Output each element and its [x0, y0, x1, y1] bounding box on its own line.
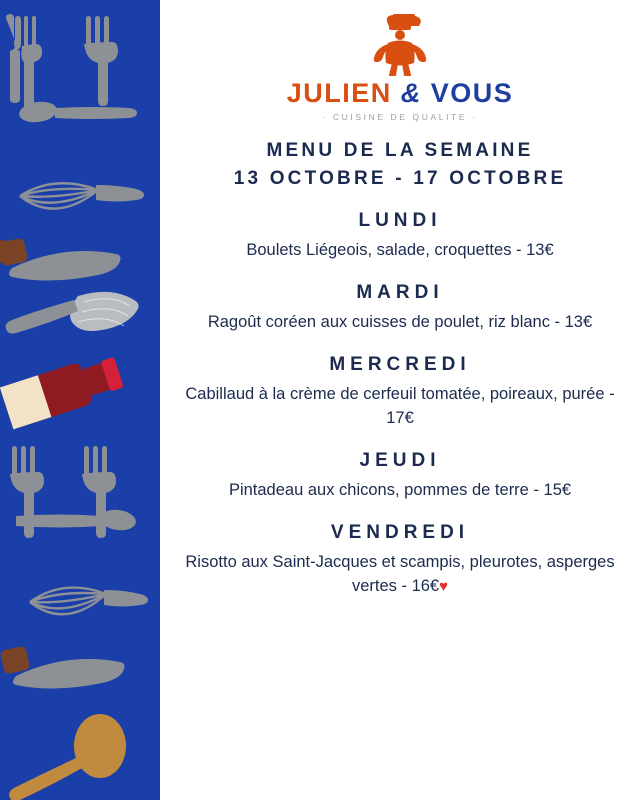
- menu-content: [160, 0, 640, 800]
- day-name: MERCREDI: [329, 353, 471, 375]
- day-description: [160, 551, 640, 599]
- menu-day: [160, 282, 640, 335]
- brand-ampersand: &: [400, 78, 422, 108]
- day-description: [160, 383, 640, 431]
- menu-days-list: [160, 210, 640, 598]
- brand-tagline: · CUISINE DE QUALITE ·: [322, 112, 478, 122]
- day-dish-text: Cabillaud à la crème de cerfeuil tomatée, poireaux, purée - 17€: [185, 384, 615, 427]
- brand-name-first: JULIEN: [286, 78, 392, 108]
- utensil-illustrations: [0, 0, 160, 800]
- menu-header: [160, 140, 640, 190]
- day-dish-text: Risotto aux Saint-Jacques et scampis, pleurotes, asperges vertes - 16€: [185, 552, 615, 595]
- day-dish-text: Boulets Liégeois, salade, croquettes - 13€: [246, 241, 554, 259]
- day-name: MARDI: [356, 281, 444, 303]
- brand-name-second: VOUS: [430, 78, 514, 108]
- decorative-utensil-sidebar: [0, 0, 160, 800]
- menu-day: [160, 450, 640, 503]
- day-name: JEUDI: [359, 449, 441, 471]
- day-description: [160, 239, 640, 263]
- menu-date-range: 13 OCTOBRE - 17 OCTOBRE: [233, 168, 567, 189]
- brand-logo: [160, 0, 640, 122]
- day-name: VENDREDI: [330, 521, 470, 543]
- menu-day: [160, 354, 640, 431]
- brand-wordmark: [160, 78, 640, 109]
- menu-day: [160, 522, 640, 599]
- menu-title: MENU DE LA SEMAINE: [266, 140, 534, 161]
- menu-day: [160, 210, 640, 263]
- day-dish-text: Ragoût coréen aux cuisses de poulet, riz blanc - 13€: [207, 312, 593, 331]
- chef-figure-icon: [160, 14, 640, 76]
- day-description: [160, 479, 640, 503]
- heart-icon: ♥: [439, 577, 449, 595]
- day-dish-text: Pintadeau aux chicons, pommes de terre - 15€: [228, 480, 572, 499]
- day-name: LUNDI: [358, 210, 442, 231]
- day-description: [160, 311, 640, 335]
